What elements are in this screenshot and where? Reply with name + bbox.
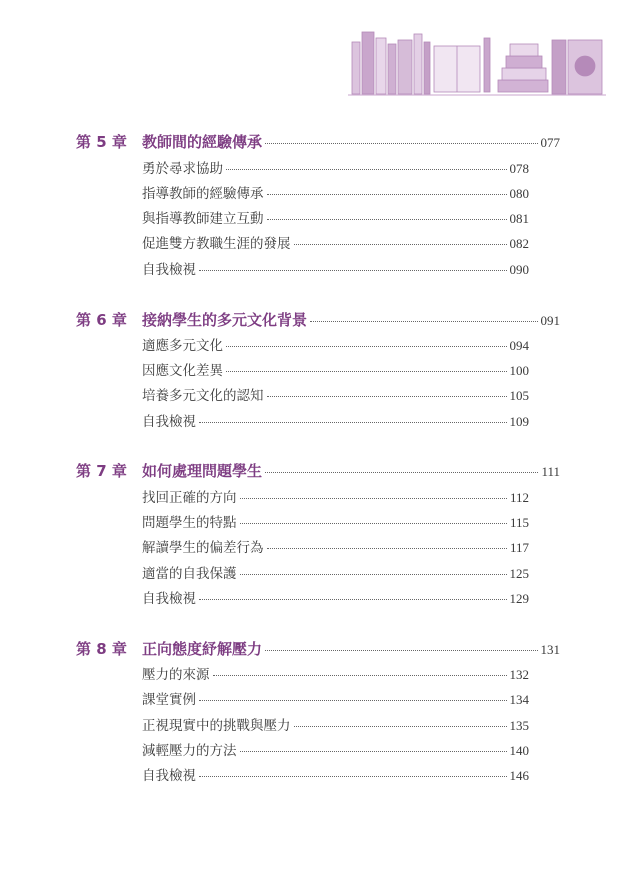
toc-entry[interactable] xyxy=(142,334,529,354)
toc-entry[interactable] xyxy=(142,410,529,430)
section-title: 勇於尋求協助 xyxy=(142,161,223,177)
toc-entry[interactable] xyxy=(142,232,529,252)
section-title: 問題學生的特點 xyxy=(142,515,237,531)
page-number: 080 xyxy=(509,186,529,201)
section-title: 減輕壓力的方法 xyxy=(142,743,237,759)
section-title: 課堂實例 xyxy=(142,692,196,708)
page-number: 132 xyxy=(509,667,529,682)
dot-leader xyxy=(240,751,507,752)
dot-leader xyxy=(199,599,507,600)
page-number: 078 xyxy=(509,161,529,176)
dot-leader xyxy=(199,270,507,271)
dot-leader xyxy=(226,371,507,372)
toc-entry[interactable] xyxy=(142,562,529,582)
dot-leader xyxy=(265,472,538,473)
section-title: 解讀學生的偏差行為 xyxy=(142,540,264,556)
section-title: 找回正確的方向 xyxy=(142,490,237,506)
toc-entry[interactable] xyxy=(142,688,529,708)
page-number: 117 xyxy=(509,540,529,555)
dot-leader xyxy=(294,726,507,727)
page-number: 129 xyxy=(509,591,529,606)
page-number: 091 xyxy=(540,313,560,328)
dot-leader xyxy=(199,422,507,423)
toc-entry[interactable] xyxy=(142,511,529,531)
section-title: 因應文化差異 xyxy=(142,363,223,379)
section-title: 自我檢視 xyxy=(142,591,196,607)
page-number: 112 xyxy=(509,490,529,505)
chapter-heading[interactable] xyxy=(76,131,560,152)
toc-entry[interactable] xyxy=(142,258,529,278)
dot-leader xyxy=(267,194,507,195)
dot-leader xyxy=(240,498,507,499)
page-number: 131 xyxy=(540,642,560,657)
toc-entry[interactable] xyxy=(142,536,529,556)
books-illustration-icon xyxy=(348,28,606,96)
dot-leader xyxy=(294,244,507,245)
section-title: 培養多元文化的認知 xyxy=(142,388,264,404)
page-number: 115 xyxy=(509,515,529,530)
dot-leader xyxy=(267,548,507,549)
chapter-heading[interactable] xyxy=(76,309,560,330)
dot-leader xyxy=(199,700,507,701)
dot-leader xyxy=(199,776,507,777)
chapter-title: 教師間的經驗傳承 xyxy=(142,133,263,151)
dot-leader xyxy=(240,574,507,575)
dot-leader xyxy=(265,143,537,144)
toc-entry[interactable] xyxy=(142,764,529,784)
dot-leader xyxy=(265,650,537,651)
dot-leader xyxy=(310,321,537,322)
toc-entry[interactable] xyxy=(142,157,529,177)
section-title: 與指導教師建立互動 xyxy=(142,211,264,227)
page-number: 135 xyxy=(509,718,529,733)
section-title: 自我檢視 xyxy=(142,414,196,430)
chapter-number: 第 6 章 xyxy=(76,311,127,329)
dot-leader xyxy=(226,346,507,347)
section-title: 適當的自我保護 xyxy=(142,566,237,582)
page-number: 125 xyxy=(509,566,529,581)
section-title: 自我檢視 xyxy=(142,262,196,278)
chapter-number: 第 7 章 xyxy=(76,462,127,480)
toc-entry[interactable] xyxy=(142,663,529,683)
section-title: 指導教師的經驗傳承 xyxy=(142,186,264,202)
section-title: 正視現實中的挑戰與壓力 xyxy=(142,718,291,734)
chapter-heading[interactable] xyxy=(76,638,560,659)
dot-leader xyxy=(226,169,507,170)
page-number: 082 xyxy=(509,236,529,251)
page-number: 134 xyxy=(509,692,529,707)
page-number: 105 xyxy=(509,388,529,403)
chapter-title: 如何處理問題學生 xyxy=(142,462,263,480)
toc-entry[interactable] xyxy=(142,486,529,506)
dot-leader xyxy=(267,396,507,397)
section-title: 適應多元文化 xyxy=(142,338,223,354)
chapter-title: 正向態度紓解壓力 xyxy=(142,640,263,658)
page-number: 090 xyxy=(509,262,529,277)
chapter-heading[interactable] xyxy=(76,460,560,481)
toc-entry[interactable] xyxy=(142,587,529,607)
page-number: 100 xyxy=(509,363,529,378)
page-number: 077 xyxy=(540,135,560,150)
toc-entry[interactable] xyxy=(142,182,529,202)
section-title: 自我檢視 xyxy=(142,768,196,784)
page-number: 094 xyxy=(509,338,529,353)
dot-leader xyxy=(267,219,507,220)
chapter-number: 第 5 章 xyxy=(76,133,127,151)
toc-entry[interactable] xyxy=(142,359,529,379)
toc-entry[interactable] xyxy=(142,714,529,734)
chapter-title: 接納學生的多元文化背景 xyxy=(142,311,308,329)
page-number: 111 xyxy=(541,464,560,479)
dot-leader xyxy=(213,675,507,676)
page-number: 081 xyxy=(509,211,529,226)
dot-leader xyxy=(240,523,507,524)
section-title: 壓力的來源 xyxy=(142,667,210,683)
page-number: 109 xyxy=(509,414,529,429)
section-title: 促進雙方教職生涯的發展 xyxy=(142,236,291,252)
chapter-number: 第 8 章 xyxy=(76,640,127,658)
page-number: 146 xyxy=(509,768,529,783)
toc-entry[interactable] xyxy=(142,384,529,404)
toc-entry[interactable] xyxy=(142,207,529,227)
toc-entry[interactable] xyxy=(142,739,529,759)
page-number: 140 xyxy=(509,743,529,758)
